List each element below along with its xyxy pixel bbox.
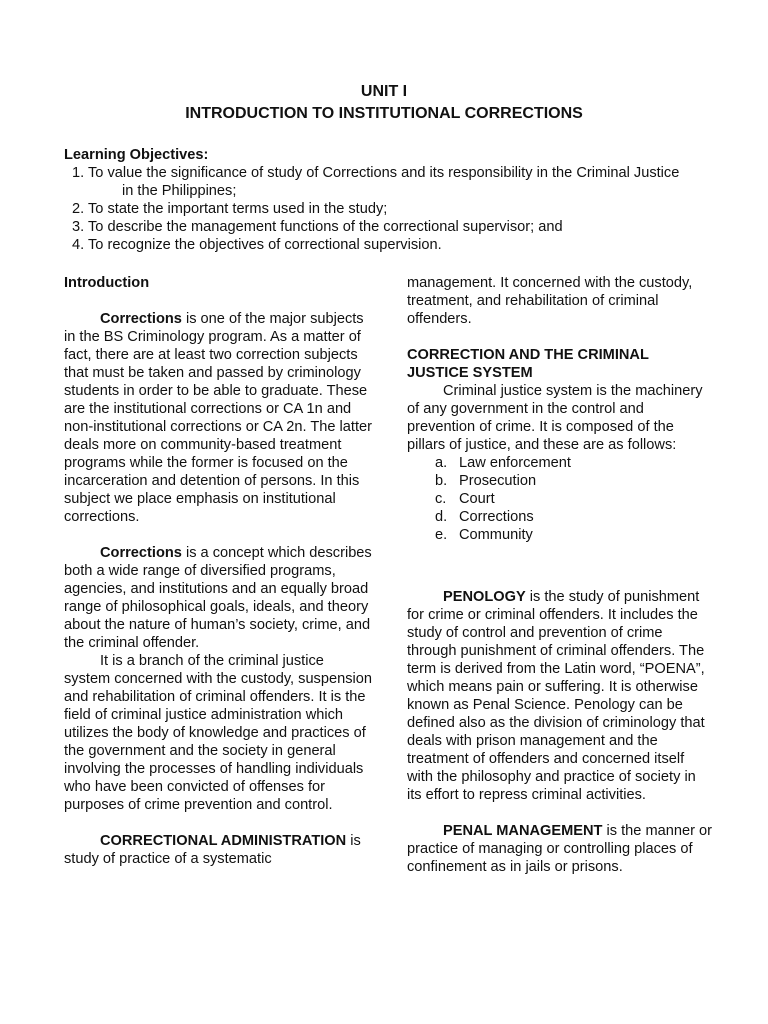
corrections-term: Corrections (100, 311, 182, 327)
left-column (64, 274, 374, 868)
objective-text: To recognize the objectives of correctional supervision. (88, 237, 442, 253)
pillar-letter: b. (435, 473, 448, 489)
objectives-list (64, 164, 724, 254)
pillar-letter: c. (435, 491, 447, 507)
objective-text: To state the important terms used in the study; (88, 201, 388, 217)
corrections-paragraph (64, 310, 374, 526)
criminal-justice-system-text: Criminal justice system is the machinery of any government in the control and prevention of crime. It is composed of the pillars of justice, and these are as follows: (407, 383, 703, 453)
pillar-letter: d. (435, 509, 448, 525)
objective-number: 1. (72, 165, 85, 181)
penal-management-paragraph (407, 822, 712, 876)
objective-number: 4. (72, 237, 85, 253)
objective-text-continued: in the Philippines; (122, 183, 237, 199)
unit-title: INTRODUCTION TO INSTITUTIONAL CORRECTIONS (185, 105, 583, 122)
criminal-justice-system-heading: CORRECTION AND THE CRIMINAL JUSTICE SYSTEM (407, 347, 649, 381)
pillar-text: Corrections (459, 509, 534, 525)
objective-item (64, 236, 724, 254)
right-column (407, 274, 712, 876)
pillar-item (407, 508, 712, 526)
pillar-letter: a. (435, 455, 448, 471)
objective-number: 2. (72, 201, 85, 217)
objectives-heading: Learning Objectives: (64, 147, 209, 163)
corrections-concept-paragraph (64, 544, 374, 652)
introduction-heading: Introduction (64, 275, 150, 291)
pillar-text: Community (459, 527, 533, 543)
penology-term: PENOLOGY (443, 589, 526, 605)
corrections-concept-term: Corrections (100, 545, 182, 561)
management-continuation: management. It concerned with the custody, treatment, and rehabilitation of criminal offenders. (407, 275, 693, 327)
objective-item (64, 164, 724, 200)
correctional-administration-term: CORRECTIONAL ADMINISTRATION (100, 833, 347, 849)
pillar-item (407, 490, 712, 508)
correctional-administration-paragraph (64, 832, 374, 868)
objective-text: To value the significance of study of Corrections and its responsibility in the Criminal Justice (88, 165, 680, 181)
correctional-administration-text: is study of practice of a systematic (64, 833, 361, 867)
penal-management-term: PENAL MANAGEMENT (443, 823, 603, 839)
penal-management-text: is the manner or practice of managing or controlling places of confinement as in jails or prisons. (407, 823, 712, 875)
pillar-text: Court (459, 491, 495, 507)
unit-label: UNIT I (360, 83, 408, 100)
objective-item (64, 200, 724, 218)
pillar-text: Prosecution (459, 473, 537, 489)
penology-paragraph (407, 588, 712, 804)
pillar-letter: e. (435, 527, 448, 543)
pillar-text: Law enforcement (459, 455, 571, 471)
pillar-item (407, 454, 712, 472)
penology-text: is the study of punishment for crime or criminal offenders. It includes the study of control and prevention of crime through punishment of criminal offenders. The term is derived from the Latin word, “POENA”, which means pain or suffering. It is otherwise known as Penal Science. Penology can be defined also as the division of criminology that deals with prison management and the treatment of offenders and concerned itself with the philosophy and practice of society in its effort to repress criminal activities. (407, 589, 705, 803)
learning-objectives (64, 146, 724, 254)
corrections-paragraph-text: is one of the major subjects in the BS Criminology program. As a matter of fact, there are at least two correction subjects that must be taken and passed by criminology students in order to be able to graduate. These are the institutional corrections or CA 1n and non-institutional corrections or CA 2n. The latter deals more on community-based treatment programs while the former is focused on the incarceration and detention of persons. In this subject we place emphasis on institutional corrections. (64, 311, 372, 525)
pillar-item (407, 526, 712, 544)
objective-item (64, 218, 724, 236)
criminal-justice-branch-paragraph: It is a branch of the criminal justice system concerned with the custody, suspension and rehabilitation of criminal offenders. It is the field of criminal justice administration which utilizes the body of knowledge and practices of the government and the society in general involving the processes of handling individuals who have been convicted of offenses for purposes of crime prevention and control. (64, 653, 372, 813)
objective-number: 3. (72, 219, 85, 235)
objective-text: To describe the management functions of the correctional supervisor; and (88, 219, 563, 235)
pillar-item (407, 472, 712, 490)
corrections-concept-text: is a concept which describes both a wide range of diversified programs, agencies, and institutions and an equally broad range of philosophical goals, ideals, and theory about the nature of human’s society, crime, and the criminal offender. (64, 545, 372, 651)
pillars-list (407, 454, 712, 544)
